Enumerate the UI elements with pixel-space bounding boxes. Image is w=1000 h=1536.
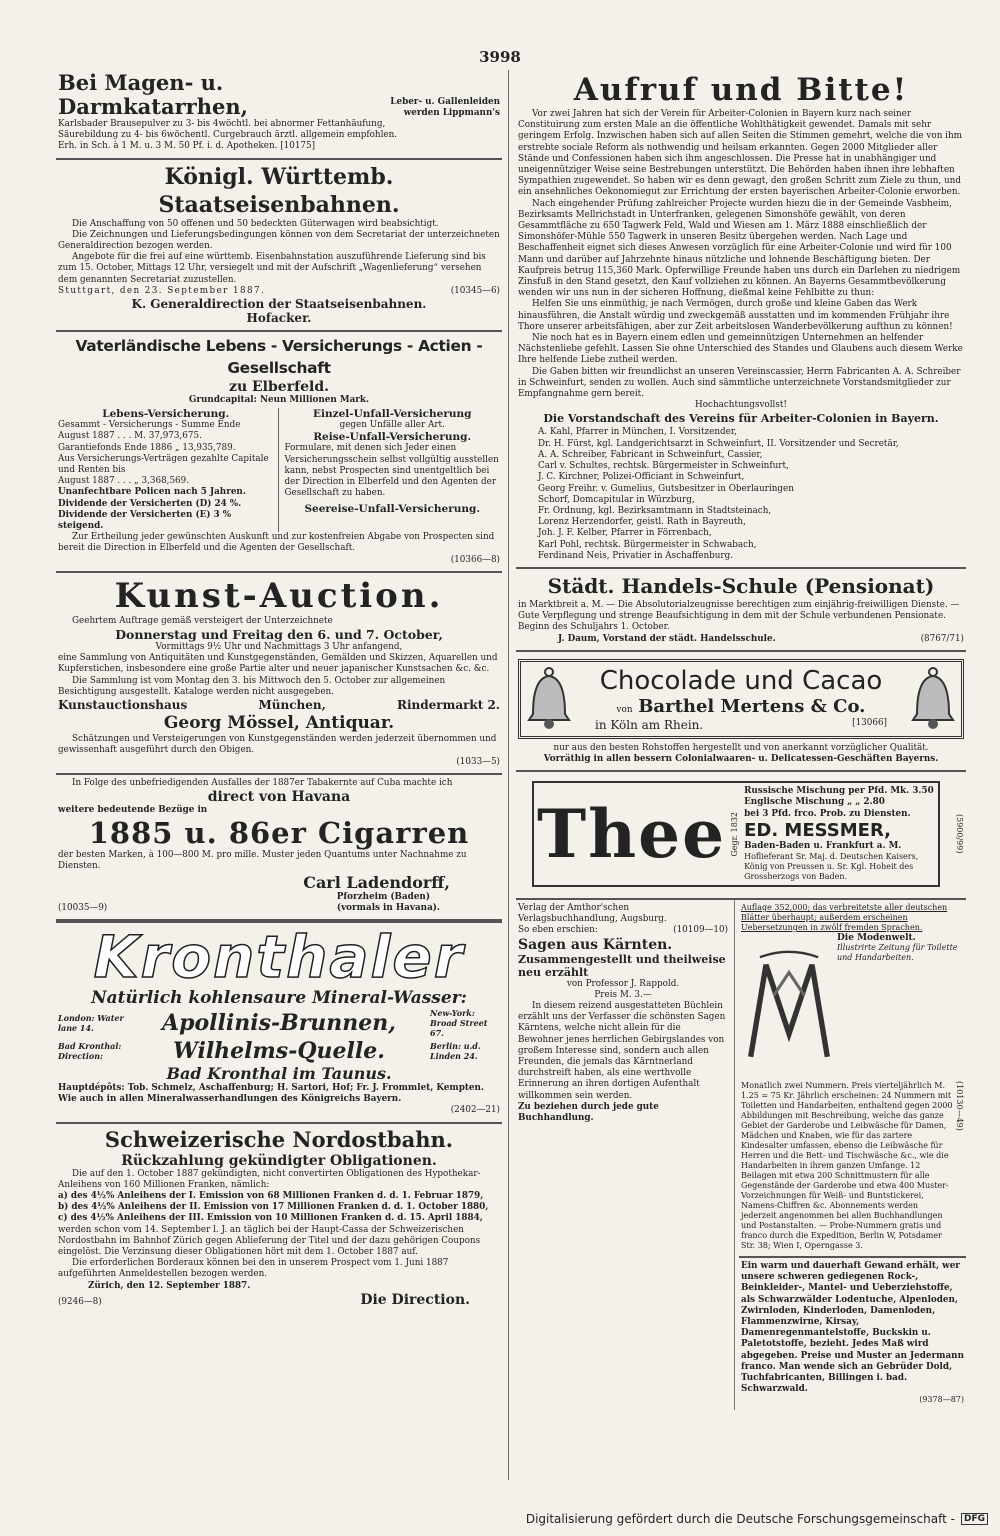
column-divider [508, 70, 509, 1480]
right-column [516, 68, 966, 1484]
kronthaler-code: (2402—21) [450, 1105, 500, 1116]
kunst-date: Donnerstag und Freitag den 6. und 7. October, [115, 627, 443, 643]
thee-word: Thee [537, 795, 727, 874]
nordost-title: Schweizerische Nordostbahn. [104, 1126, 454, 1152]
nordost-text: Die erforderlichen Borderaux können bei den in unserem Prospect vom 1. Juni 1887 aufgeführten Anmeldestellen bezogen werden. [58, 1258, 449, 1280]
cigar-text: weitere bedeutende Bezüge in [58, 804, 208, 815]
modenwelt-sub: Illustrirte Zeitung für Toilette und Handarbeiten. [837, 942, 958, 962]
nordost-item: a) des 4½% Anleihens der I. Emission von 68 Millionen Franken d. d. 1. Februar 1879, [58, 1190, 484, 1201]
handelsschule-title: Städt. Handels-Schule (Pensionat) [547, 573, 935, 598]
sagen-author: von Professor J. Rappold. [566, 978, 680, 989]
sagen-end: Zu beziehen durch jede gute Buchhandlung. [518, 1101, 659, 1123]
magen-title: Bei Magen- u. Darmkatarrhen, [58, 70, 248, 119]
thee-line: bei 3 Pfd. frco. Prob. zu Diensten. [744, 808, 911, 819]
kronthaler-london: London: Water lane 14. [58, 1012, 124, 1033]
versicherung-foot: Zur Ertheilung jeder gewünschten Auskunft und zur kostenfreien Abgabe von Prospecten sind bereit die Direction in Elberfeld und die Agenten der Gesellschaft. [58, 532, 495, 554]
footer [526, 1512, 988, 1526]
cigar-code: (10035—9) [58, 902, 108, 913]
modenwelt-head: Auflage 352,000; das verbreitetste aller deutschen Blätter überhaupt; außerdem erscheinen Uebersetzungen in zwölf fremden Sprachen. [741, 902, 948, 932]
board-member: Fr. Ordnung, kgl. Bezirksamtmann in Stadtsteinach, [538, 505, 772, 516]
kronthaler-badk: Bad Kronthal im Taunus. [166, 1063, 392, 1083]
chocolade-von: von [616, 704, 633, 715]
nordost-text: Die auf den 1. October 1887 gekündigten, nicht convertirten Obligationen des Hypothekar-Anleihens von 160 Millionen Franken, nämlich: [58, 1168, 481, 1190]
kunst-street: Rindermarkt 2. [397, 698, 500, 713]
cigar-text: der besten Marken, à 100—800 M. pro mille. Muster jeden Quantums unter Nachnahme zu Diensten. [58, 850, 467, 872]
bahn-title: Königl. Württemb. Staatseisenbahnen. [158, 163, 400, 218]
dold-text: Ein warm und dauerhaft Gewand erhält, wer unsere schweren gediegenen Rock-, Beinkleider-, Mantel- und Ueberziehstoffe, als Schwarzwälder Lodentuche, Alpenloden, Zwirnloden, Kinderloden, Damenloden, Flammenzwirne, Kirsay, Damenregenmantelstoffe, Buckskin u. Paletotstoffe, bezieht. Jedes Maß wird abgegeben. Preise und Muster an Jedermann franco. Man wende sich an Gebrüder Dold, Tuchfabricanten, Billingen i. bad. Schwarzwald. [741, 1260, 964, 1395]
nordost-sub: Rückzahlung gekündigter Obligationen. [121, 1152, 437, 1169]
kronthaler-wilhelms: Wilhelms-Quelle. [173, 1037, 385, 1064]
chocolade-text: Vorräthig in allen bessern Colonialwaaren- u. Delicatessen-Geschäften Bayerns. [543, 753, 939, 764]
sagen-appeared: So eben erschien: [518, 925, 598, 936]
nordost-item: b) des 4½% Anleihens der II. Emission von 17 Millionen Franken d. d. 1. October 1880, [58, 1202, 489, 1213]
versicherung-ad [56, 332, 502, 573]
modenwelt-monogram-icon [743, 937, 835, 1077]
bell-icon [523, 664, 575, 734]
bahn-code: (10345—6) [450, 285, 500, 296]
versicherung-capital: Grundcapital: Neun Millionen Mark. [188, 395, 370, 406]
reise-head: Reise-Unfall-Versicherung. [313, 431, 472, 444]
aufruf-para: Helfen Sie uns einmüthig, je nach Vermögen, durch große und kleine Gaben das Werk hinausführen, die Anstalt würdig und zweckgemäß ausstatten und im kommenden Frühjahr ihre Thore unserer arbeitsfähigen, aber zur Zeit arbeitslosen Wanderbevölkerung aufthun zu können! [518, 299, 953, 332]
nordost-item: c) des 4½% Anleihens der III. Emission von 10 Millionen Franken d. d. 15. April 1884, [58, 1213, 483, 1224]
lebens-line: August 1887 . . . M. 37,973,675. [58, 431, 202, 442]
aufruf-para: Nach eingehender Prüfung zahlreicher Projecte wurden hiezu die in der Gemeinde Vasbheim, Bezirksamts Mellrichstadt in Unterfranken, gelegenen Simonshöfe gewählt, von deren Gesammtfläche zu 650 Tagwerk Feld, Wald und Wiesen am 1. März 1888 einschließlich der Simonshöfer-Mühle 550 Tagwerk in unseren Besitz übergehen werden. Nach Lage und Beschaffenheit eignet sich dieses Anwesen vorzüglich für eine Arbeiter-Colonie und wird für 100 Mann und darüber auf Jahrzehnte hinaus nützliche und lohnende Beschäftigung bieten. Der Kaufpreis betrug 115,360 Mark. Opferwillige Freunde haben uns durch ein Darlehen zu niedrigem Zinsfuß in den Stand gesetzt, den Kauf vollziehen zu können. An Bayerns Gesammtbevölkerung wenden wir uns nun in der sicheren Hoffnung, dießmal keine Fehlbitte zu thun: [518, 198, 961, 299]
lebens-line: Gesammt - Versicherungs - Summe Ende [58, 420, 241, 431]
board-member: Georg Freihr. v. Gumelius, Gutsbesitzer in Oberlauringen [538, 483, 794, 494]
chocolade-title: Chocolade und Cacao [599, 665, 883, 696]
board-member: Lorenz Herzendorfer, geistl. Rath in Bayreuth, [538, 517, 746, 528]
kronthaler-ad [56, 921, 502, 1124]
kunst-code: (1033—5) [456, 756, 500, 767]
lebens-line: Dividende der Versicherten (E) 3 % steigend. [58, 509, 232, 532]
kronthaler-bad: Bad Kronthal: Direction: [58, 1040, 122, 1061]
cigar-former: (vormals in Havana). [336, 902, 440, 913]
thee-founded: Gegr. 1832 [730, 811, 740, 857]
aufruf-ad [516, 68, 966, 569]
kronthaler-depots: Hauptdépôts: Tob. Schmelz, Aschaffenburg; H. Sartori, Hof; Fr. J. Frommlet, Kempten. Wie auch in allen Mineralwasserhandlungen des Königreichs Bayern. [58, 1082, 484, 1105]
handelsschule-text: in Marktbreit a. M. — Die Absolutorialzeugnisse berechtigen zum einjährig-freiwilligen Dienste. — Gute Verpflegung und strenge Beaufsichtigung in dem mit der Schule verbundenen Pensionate. Beginn des Schuljahrs 1. October. [518, 599, 960, 633]
versicherung-title: Vaterländische Lebens - Versicherungs - Actien - Gesellschaft [75, 337, 483, 378]
footer-text: Digitalisierung gefördert durch die Deutsche Forschungsgemeinschaft - [525, 1512, 955, 1526]
sagen-publisher: Verlag der Amthor'schen Verlagsbuchhandlung, Augsburg. [518, 902, 667, 925]
sagen-title: Sagen aus Kärnten. [518, 936, 673, 953]
kunst-text: Schätzungen und Versteigerungen von Kunstgegenständen werden jederzeit übernommen und gewissenhaft ausgeführt durch den Obigen. [58, 734, 497, 756]
kunst-text: eine Sammlung von Antiquitäten und Kunstgegenständen, Gemälden und Skizzen, Aquarellen und Kupferstichen, insbesondere eine große Partie alter und neuer japanischer Kunstsachen &c. &c. [58, 653, 498, 675]
lebens-line: August 1887 . . . „ 3,368,569. [58, 476, 190, 487]
magen-line: Karlsbader Brausepulver zu 3- bis 4wöchtl. bei abnormer Fettanhäufung, [58, 119, 386, 129]
chocolade-city: in Köln am Rhein. [595, 717, 704, 732]
lebens-head: Lebens-Versicherung. [102, 408, 230, 421]
aufruf-para: Vor zwei Jahren hat sich der Verein für Arbeiter-Colonien in Bayern kurz nach seiner Constituirung zum ersten Male an die öffentliche Wohlthätigkeit gewendet. Damals mit sehr geringem Erfolg. Inzwischen haben sich auf allen Seiten die Stimmen gemehrt, welche die von ihm erstrebte sociale Reform als nothwendig und heilsam erkannten. Gegen 2000 Mitglieder aller Stände und Confessionen haben sich ihm angeschlossen. Die Presse hat in unabhängiger und uneigennütziger Weise seine Bestrebungen unterstützt. Die Behörden haben ihnen ihre lebhaften Sympathien zugewendet. So haben wir es denn gewagt, den großen Schritt zum Ziele zu thun, und ein ansehnliches Oekonomiegut zur Errichtung der ersten bayerischen Arbeiter-Colonie erworben. [518, 109, 962, 198]
cigar-name: Carl Ladendorff, [303, 872, 450, 892]
magen-side: Leber- u. Gallenleiden werden Lippmann's [390, 96, 500, 118]
magen-ad [56, 68, 502, 160]
magen-line: Säurebildung zu 4- bis 6wöchentl. Curgebrauch ärztl. allgemein empfohlen. [58, 130, 398, 141]
bahn-sign: K. Generaldirection der Staatseisenbahnen. [131, 297, 427, 312]
chocolade-firm: Barthel Mertens & Co. [638, 695, 866, 717]
handelsschule-ad [516, 569, 966, 652]
board-member: A. Kahl, Pfarrer in München, I. Vorsitzender, [538, 427, 737, 438]
bahn-ad [56, 160, 502, 332]
thee-hof: Hoflieferant Sr. Maj. d. Deutschen Kaisers, König von Preussen u. Sr. Kgl. Hoheit des Grossherzogs von Baden. [744, 851, 919, 881]
modenwelt-ad [739, 900, 966, 1258]
bahn-text: Angebote für die frei auf eine württemb. Eisenbahnstation auszuführende Lieferung sind bis zum 15. October, Mittags 12 Uhr, versiegelt und mit der Aufschrift „Wagenlieferung“ versehen dem genannten Secretariat zuzustellen. [58, 252, 486, 285]
handelsschule-code: (8767/71) [920, 633, 964, 644]
nordost-code: (9246—8) [58, 1296, 102, 1307]
aufruf-para: Die Gaben bitten wir freundlichst an unseren Vereinscassier, Herrn Fabricanten A. A. Schreiber in Schweinfurt, senden zu wollen. Auch sind sämmtliche unterzeichnete Vorstandsmitglieder zur Empfangnahme gern bereit. [518, 366, 961, 400]
kronthaler-newyork: New-York: Broad Street 67. [430, 1007, 488, 1038]
cigar-direct: direct von Havana [207, 788, 351, 805]
bottom-right-split [516, 900, 966, 1410]
reise-text: Formulare, mit denen sich Jeder einen Versicherungsschein selbst vollgültig ausstellen kann, nebst Prospecten sind unentgeltlich bei der Direction in Elberfeld und den Agenten der Gesellschaft zu haben. [284, 443, 499, 499]
bahn-text: Die Anschaffung von 50 offenen und 50 bedeckten Güterwagen wird beabsichtigt. [72, 218, 439, 229]
cigar-text: In Folge des unbefriedigenden Ausfalles der 1887er Tabakernte auf Cuba machte ich [72, 777, 453, 788]
modenwelt-text: Monatlich zwei Nummern. Preis vierteljährlich M. 1.25 = 75 Kr. Jährlich erscheinen: 24 Nummern mit Toiletten und Handarbeiten, enthaltend gegen 2000 Abbildungen mit Beschreibung, welche das ganze Gebiet der Garderobe und Leibwäsche für Damen, Mädchen und Knaben, wie für das zartere Kindesalter umfassen, ebenso die Leibwäsche für Herren und die Bett- und Tischwäsche &c., wie die Handarbeiten in ihrem ganzen Umfange. 12 Beilagen mit etwa 200 Schnittmustern für alle Gegenstände der Garderobe und etwa 400 Muster-Vorzeichnungen für Weiß- und Buntstickerei, Namens-Chiffren &c. Abonnements werden jederzeit angenommen bei allen Buchhandlungen und Postanstalten. — Probe-Nummern gratis und franco durch die Expedition, Berlin W, Potsdamer Str. 38; Wien I, Operngasse 3. [741, 1080, 953, 1250]
kunst-time: Vormittags 9½ Uhr und Nachmittags 3 Uhr anfangend, [155, 642, 403, 653]
sagen-ad [516, 900, 730, 1129]
kunst-title: Kunst-Auction. [114, 575, 444, 616]
thee-ad [516, 772, 966, 900]
handelsschule-sign: J. Daum, Vorstand der städt. Handelsschule. [558, 633, 776, 644]
kunst-ad [56, 573, 502, 775]
magen-line: Erh. in Sch. à 1 M. u. 3 M. 50 Pf. i. d. Apotheken. [10175] [58, 141, 316, 152]
modenwelt-code: (10130—49) [955, 1080, 964, 1131]
board-member: Joh. J. F. Kelber, Pfarrer in Förrenbach, [538, 528, 712, 539]
bell-icon [907, 664, 959, 734]
chocolade-ad [516, 652, 966, 772]
dfg-logo: DFG [961, 1513, 988, 1525]
unfall-head: Einzel-Unfall-Versicherung [313, 408, 472, 421]
board-member: A. A. Schreiber, Fabricant in Schweinfurt, Cassier, [538, 449, 763, 460]
aufruf-title: Aufruf und Bitte! [573, 72, 909, 108]
unfall-sub: gegen Unfälle aller Art. [339, 420, 445, 431]
chocolade-text: nur aus den besten Rohstoffen hergestellt und von anerkannt vorzüglicher Qualität. [553, 742, 929, 753]
aufruf-greet: Hochachtungsvollst! [695, 400, 787, 411]
sagen-sub: Zusammengestellt und theilweise neu erzählt [518, 952, 726, 979]
cigar-title: 1885 u. 86er Cigarren [88, 816, 470, 851]
lebens-line: Dividende der Versicherten (D) 24 %. [58, 498, 242, 509]
nordost-sign: Die Direction. [360, 1291, 470, 1308]
kronthaler-sub: Natürlich kohlensaure Mineral-Wasser: [91, 987, 467, 1008]
kunst-text: Die Sammlung ist vom Montag den 3. bis Mittwoch den 5. October zur allgemeinen Besichtigung ausgestellt. Kataloge werden nicht ausgegeben. [58, 675, 446, 697]
thee-line: Russische Mischung per Pfd. Mk. 3.50 [744, 786, 934, 797]
kronthaler-title: Kronthaler [93, 922, 465, 991]
kronthaler-berlin: Berlin: u.d. Linden 24. [430, 1040, 481, 1061]
dold-code: (9378—87) [919, 1395, 964, 1405]
bahn-sign-name: Hofacker. [246, 311, 312, 326]
sagen-code: (10109—10) [673, 925, 728, 936]
seereise-head: Seereise-Unfall-Versicherung. [304, 503, 481, 516]
board-member: Schorf, Domcapitular in Würzburg, [538, 494, 695, 505]
kronthaler-apollinis: Apollinis-Brunnen, [162, 1009, 396, 1036]
kunst-name: Georg Mössel, Antiquar. [163, 713, 395, 734]
page-number: 3998 [479, 48, 521, 66]
versicherung-place: zu Elberfeld. [229, 379, 329, 396]
sagen-price: Preis M. 3.— [594, 989, 652, 1000]
aufruf-board-title: Die Vorstandschaft des Vereins für Arbeiter-Colonien in Bayern. [543, 412, 939, 426]
cigar-ad [56, 775, 502, 921]
thee-line: Englische Mischung „ „ 2.80 [744, 797, 885, 808]
nordost-text: werden schon vom 14. September l. J. an täglich bei der Haupt-Cassa der Schweizerischen Nordostbahn im Bahnhof Zürich gegen Ablieferung der Titel und der dazu gehörigen Coupons eingelöst. Die Verzinsung dieser Obligationen hört mit dem 1. October 1887 auf. [58, 1224, 481, 1257]
board-member: Dr. H. Fürst, kgl. Landgerichtsarzt in Schweinfurt, II. Vorsitzender und Secretär, [538, 438, 899, 449]
aufruf-para: Nie noch hat es in Bayern einem edlen und gemeinnützigen Unternehmen an helfender Nächstenliebe gefehlt. Lassen Sie ohne Unterschied des Standes und Glaubens auch diesem Werke Ihre helfende Liebe zutheil werden. [518, 333, 963, 366]
nordost-ad [56, 1124, 502, 1313]
nordost-date: Zürich, den 12. September 1887. [88, 1280, 251, 1291]
thee-code: (5900/99) [955, 814, 964, 854]
versicherung-code: (10366—8) [450, 554, 500, 565]
sagen-text: In diesem reizend ausgestatteten Büchlein erzählt uns der Verfasser die schönsten Sagen Kärntens, welche nicht allein für die Bewohner jenes herrlichen Gebirgslandes von großem Interesse sind, sondern auch allen Freunden, die jemals das Kärntnerland durchstreift haben, als eine werthvolle Erinnerung an ihren dortigen Aufenthalt willkommen sein werden. [518, 1000, 726, 1101]
board-member: Ferdinand Neis, Privatier in Aschaffenburg. [538, 550, 734, 561]
bahn-text: Die Zeichnungen und Lieferungsbedingungen können von dem Secretariat der unterzeichneten Generaldirection bezogen werden. [58, 229, 500, 252]
dold-ad [739, 1258, 966, 1410]
kunst-city: München, [258, 698, 326, 713]
board-member: Karl Pohl, rechtsk. Bürgermeister in Schwabach, [538, 539, 757, 550]
board-member: Carl v. Schultes, rechtsk. Bürgermeister in Schweinfurt, [538, 461, 789, 472]
board-member: J. C. Kirchner, Polizei-Officiant in Schweinfurt, [538, 472, 745, 483]
kunst-house: Kunstauctionshaus [58, 698, 188, 713]
thee-city: Baden-Baden u. Frankfurt a. M. [744, 840, 902, 851]
kunst-line: Geehrtem Auftrage gemäß versteigert der Unterzeichnete [72, 615, 333, 626]
chocolade-code: [13066] [852, 717, 887, 728]
lebens-line: Unanfechtbare Policen nach 5 Jahren. [58, 487, 246, 498]
modenwelt-title: Die Modenwelt. [837, 932, 916, 943]
lebens-line: Garantiefonds Ende 1886 „ 13,935,789. [58, 442, 236, 453]
cigar-city: Pforzheim (Baden) [336, 891, 430, 902]
lebens-line: Aus Versicherungs-Verträgen gezahlte Capitale und Renten bis [58, 453, 269, 476]
thee-firm: ED. MESSMER, [744, 819, 892, 841]
left-column [56, 68, 502, 1484]
bahn-date: Stuttgart, den 23. September 1887. [58, 285, 266, 296]
